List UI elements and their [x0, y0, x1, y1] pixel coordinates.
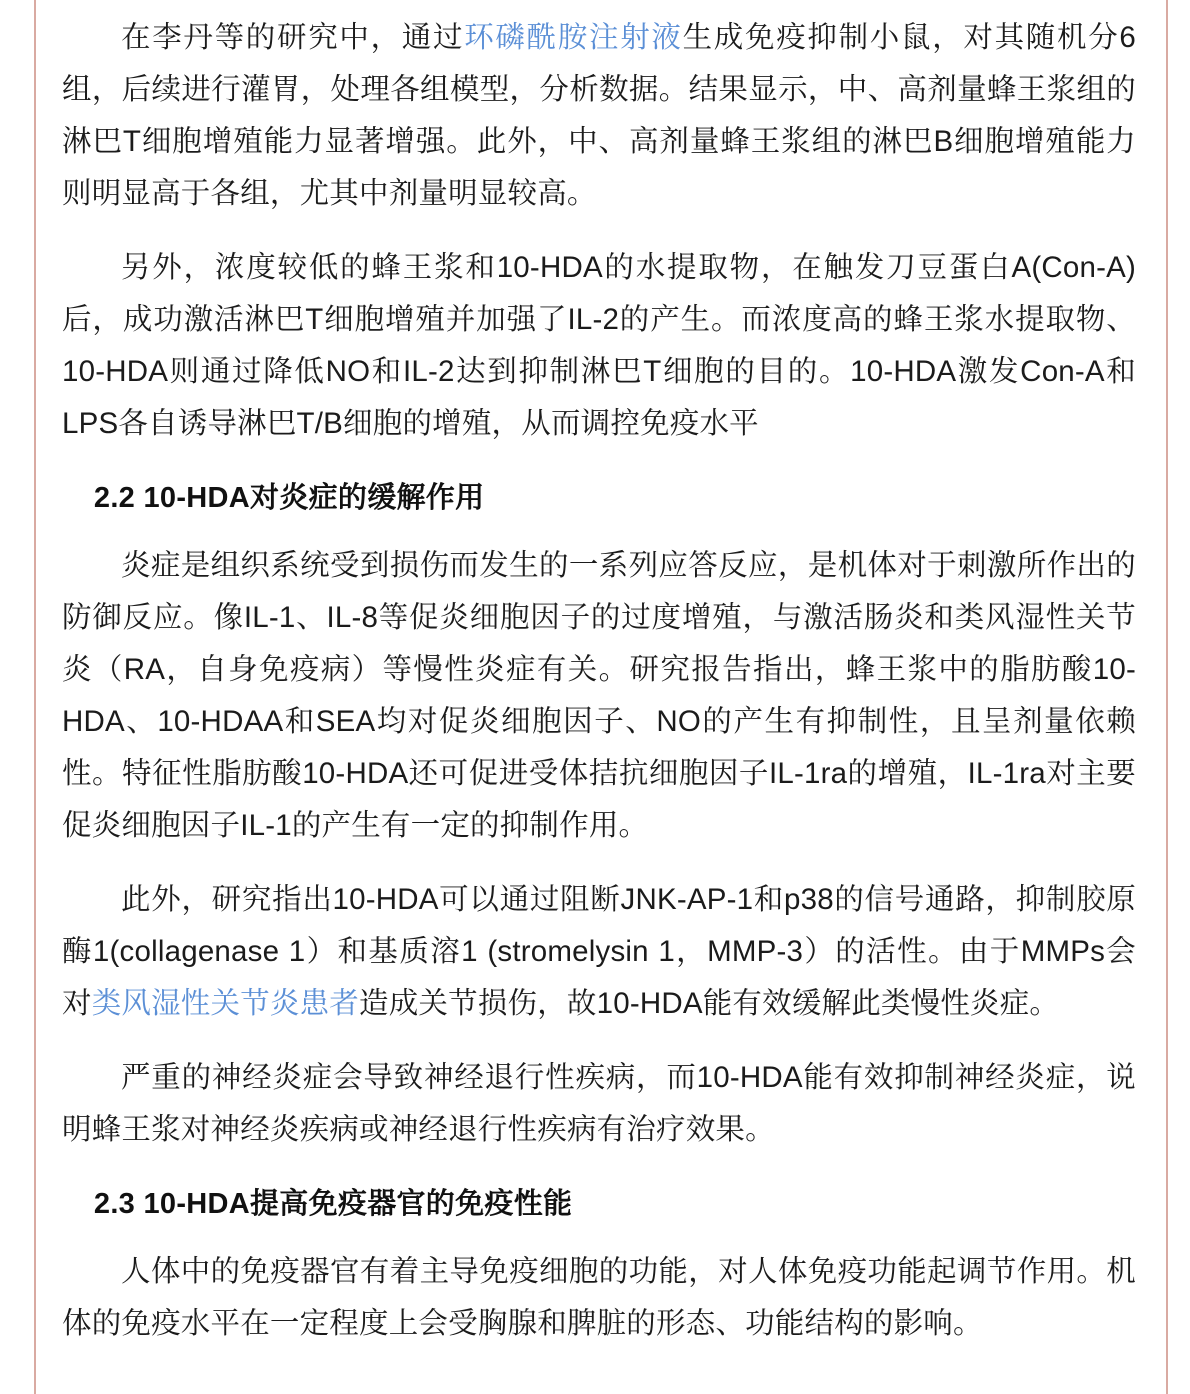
text-run: 严重的神经炎症会导致神经退行性疾病，而10-HDA能有效抑制神经炎症，说明蜂王浆对神经炎疾病或神经退行性疾病有治疗效果。 [62, 1061, 1136, 1146]
text-run: 此外，研究指出10-HDA可以通过阻断JNK-AP-1和p38的信号通路，抑制胶原酶1(collagenase 1）和基质溶1 (stromelysin 1，MMP-3）的活性。由于MMPs会对 [62, 883, 1136, 1020]
inline-link[interactable]: 类风湿性关节炎患者 [91, 987, 360, 1020]
right-margin-rule [1166, 0, 1168, 1394]
inline-link[interactable]: 环磷酰胺注射液 [464, 21, 683, 54]
paragraph [62, 874, 1136, 1030]
text-run: 另外，浓度较低的蜂王浆和10-HDA的水提取物，在触发刀豆蛋白A(Con-A)后，成功激活淋巴T细胞增殖并加强了IL-2的产生。而浓度高的蜂王浆水提取物、10-HDA则通过降低NO和IL-2达到抑制淋巴T细胞的目的。10-HDA激发Con-A和LPS各自诱导淋巴T/B细胞的增殖，从而调控免疫水平 [62, 251, 1136, 440]
paragraph [62, 1246, 1136, 1350]
text-run: 人体中的免疫器官有着主导免疫细胞的功能，对人体免疫功能起调节作用。机体的免疫水平在一定程度上会受胸腺和脾脏的形态、功能结构的影响。 [62, 1255, 1136, 1340]
section-heading: 2.2 10-HDA对炎症的缓解作用 [93, 482, 485, 514]
text-run: 炎症是组织系统受到损伤而发生的一系列应答反应，是机体对于刺激所作出的防御反应。像IL-1、IL-8等促炎细胞因子的过度增殖，与激活肠炎和类风湿性关节炎（RA，自身免疫病）等慢性炎症有关。研究报告指出，蜂王浆中的脂肪酸10-HDA、10-HDAA和SEA均对促炎细胞因子、NO的产生有抑制性，且呈剂量依赖性。特征性脂肪酸10-HDA还可促进受体拮抗细胞因子IL-1ra的增殖，IL-1ra对主要促炎细胞因子IL-1的产生有一定的抑制作用。 [62, 549, 1136, 842]
paragraph [62, 1052, 1136, 1156]
left-margin-rule [34, 0, 36, 1394]
section-heading: 2.3 10-HDA提高免疫器官的免疫性能 [93, 1188, 573, 1220]
paragraph [62, 12, 1136, 220]
paragraph [62, 540, 1136, 852]
text-run: 造成关节损伤，故10-HDA能有效缓解此类慢性炎症。 [359, 987, 1060, 1020]
text-run: 生成免疫抑制小鼠，对其随机分6组，后续进行灌胃，处理各组模型，分析数据。结果显示，中、高剂量蜂王浆组的淋巴T细胞增殖能力显著增强。此外，中、高剂量蜂王浆组的淋巴B细胞增殖能力则明显高于各组，尤其中剂量明显较高。 [62, 21, 1137, 210]
paragraph [62, 242, 1136, 450]
text-run: 在李丹等的研究中，通过 [121, 21, 465, 54]
document-body [52, 0, 1146, 1350]
